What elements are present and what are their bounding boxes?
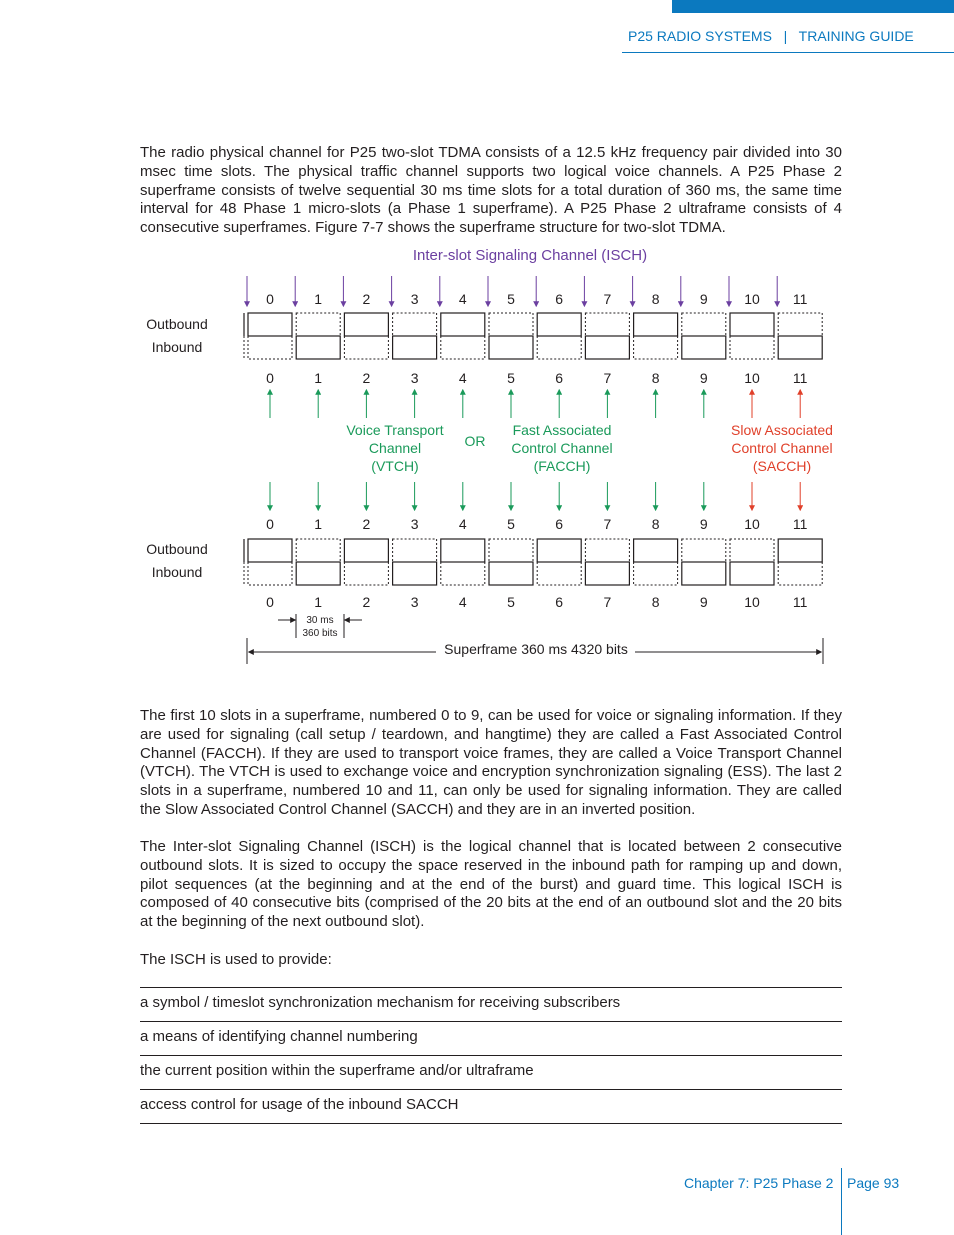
inbound-slot (634, 562, 678, 585)
outbound-slot-number: 11 (792, 516, 808, 532)
inbound-slot-number: 6 (555, 370, 564, 386)
outbound-slot (585, 313, 629, 336)
inbound-slot (344, 562, 388, 585)
list-item: a symbol / timeslot synchronization mechanism for receiving subscribers (140, 988, 842, 1022)
outbound-slot (344, 313, 388, 336)
outbound-slot-number: 3 (410, 516, 419, 532)
inbound-label: Inbound (151, 564, 203, 580)
outbound-slot (730, 539, 774, 562)
outbound-slot-number: 9 (699, 516, 708, 532)
header-title: P25 RADIO SYSTEMS | TRAINING GUIDE (628, 28, 914, 44)
outbound-slot (296, 539, 340, 562)
inbound-slot (441, 562, 485, 585)
inbound-slot (489, 336, 533, 359)
inbound-slot (730, 562, 774, 585)
inbound-slot (344, 336, 388, 359)
outbound-slot-number: 8 (651, 516, 660, 532)
inbound-slot-number: 4 (458, 594, 467, 610)
sacch-label: Control Channel (731, 440, 833, 456)
facch-label: Fast Associated (512, 422, 612, 438)
inbound-slot (248, 336, 292, 359)
outbound-slot-number: 6 (555, 516, 564, 532)
inbound-slot (296, 336, 340, 359)
inbound-slot (682, 336, 726, 359)
outbound-slot-number: 10 (744, 291, 760, 307)
list-item: a means of identifying channel numbering (140, 1022, 842, 1056)
outbound-slot-number: 9 (699, 291, 708, 307)
inbound-slot (634, 336, 678, 359)
inbound-slot-number: 1 (314, 370, 323, 386)
inbound-slot-number: 0 (266, 370, 274, 386)
inbound-slot-number: 10 (744, 370, 760, 386)
slot-duration-ms: 30 ms (306, 615, 334, 626)
vtch-label: Channel (368, 440, 422, 456)
outbound-label: Outbound (146, 316, 208, 332)
inbound-label: Inbound (151, 339, 203, 355)
outbound-slot-number: 4 (458, 291, 467, 307)
or-label: OR (464, 433, 486, 449)
inbound-slot-number: 7 (603, 370, 612, 386)
inbound-slot (585, 336, 629, 359)
inbound-slot (393, 562, 437, 585)
inbound-slot (682, 562, 726, 585)
outbound-slot-number: 5 (507, 516, 515, 532)
outbound-slot (634, 539, 678, 562)
outbound-slot-number: 7 (603, 516, 612, 532)
outbound-slot-number: 0 (266, 516, 274, 532)
facch-label: (FACCH) (533, 458, 591, 474)
paragraph-facch-vtch: The first 10 slots in a superframe, numbered 0 to 9, can be used for voice or signaling information. If they are used for signaling (call setup / teardown, and hangtime) they are called a Fast Associated Control Channel (FACCH). If they are used to transport voice frames, they are called a Voice Transport Channel (VTCH). The VTCH is used to exchange voice and encryption synchronization signaling (ESS). The last 2 slots in a superframe, numbered 10 and 11, can only be used for signaling information. They are called the Slow Associated Control Channel (SACCH) and they are in an inverted position. (140, 707, 842, 818)
outbound-slot (537, 539, 581, 562)
isch-title: Inter-slot Signaling Channel (ISCH) (412, 247, 648, 264)
inbound-slot-number: 0 (266, 594, 274, 610)
paragraph-isch: The Inter-slot Signaling Channel (ISCH) is the logical channel that is located between 2 consecutive outbound slots. It is sized to occupy the space reserved in the inbound path for ramping up and down, pilot sequences (at the beginning and at the end of the burst) and guard time. This logical ISCH is composed of 40 consecutive bits (comprised of the 20 bits at the end of an outbound slot and the 20 bits at the beginning of the next outbound slot). (140, 838, 842, 931)
inbound-slot-number: 1 (314, 594, 323, 610)
inbound-slot-number: 11 (792, 370, 808, 386)
inbound-slot (537, 336, 581, 359)
outbound-slot (489, 313, 533, 336)
outbound-slot (778, 539, 822, 562)
slot-duration-bits: 360 bits (302, 628, 338, 639)
outbound-slot-number: 0 (266, 291, 274, 307)
inbound-slot (296, 562, 340, 585)
outbound-slot-number: 6 (555, 291, 564, 307)
inbound-slot (537, 562, 581, 585)
outbound-slot (585, 539, 629, 562)
inbound-slot-number: 3 (410, 594, 419, 610)
outbound-label: Outbound (146, 541, 208, 557)
inbound-slot (489, 562, 533, 585)
outbound-slot (489, 539, 533, 562)
inbound-slot-number: 4 (458, 370, 467, 386)
outbound-slot (634, 313, 678, 336)
outbound-slot (248, 539, 292, 562)
inbound-slot (248, 562, 292, 585)
outbound-slot (441, 539, 485, 562)
inbound-slot-number: 5 (507, 370, 515, 386)
outbound-slot (296, 313, 340, 336)
outbound-slot (393, 539, 437, 562)
inbound-slot-number: 7 (603, 594, 612, 610)
sacch-label: (SACCH) (752, 458, 812, 474)
outbound-slot-number: 10 (744, 516, 760, 532)
inbound-slot-number: 11 (792, 594, 808, 610)
intro-paragraph: The radio physical channel for P25 two-slot TDMA consists of a 12.5 kHz frequency pair divided into 30 msec time slots. The physical traffic channel supports two logical voice channels. A P25 Phase 2 superframe consists of twelve sequential 30 ms time slots for a total duration of 360 ms, the same time interval for 48 Phase 1 micro-slots (a Phase 1 superframe). A P25 Phase 2 ultraframe consists of 4 consecutive superframes. Figure 7-7 shows the superframe structure for two-slot TDMA. (140, 144, 842, 237)
outbound-slot-number: 3 (410, 291, 419, 307)
facch-label: Control Channel (511, 440, 613, 456)
inbound-slot (441, 336, 485, 359)
list-item: access control for usage of the inbound SACCH (140, 1090, 842, 1124)
inbound-slot-number: 6 (555, 594, 564, 610)
outbound-slot-number: 2 (362, 291, 371, 307)
inbound-slot-number: 2 (362, 370, 371, 386)
inbound-slot-number: 3 (410, 370, 419, 386)
outbound-slot (344, 539, 388, 562)
inbound-slot-number: 9 (699, 370, 708, 386)
outbound-slot (682, 539, 726, 562)
outbound-slot-number: 1 (314, 291, 323, 307)
inbound-slot (778, 336, 822, 359)
outbound-slot (441, 313, 485, 336)
inbound-slot (585, 562, 629, 585)
outbound-slot-number: 2 (362, 516, 371, 532)
list-item: the current position within the superframe and/or ultraframe (140, 1056, 842, 1090)
list-intro: The ISCH is used to provide: (140, 951, 332, 968)
vtch-label: (VTCH) (371, 458, 419, 474)
inbound-slot-number: 5 (507, 594, 515, 610)
isch-uses-list (140, 987, 842, 1124)
inbound-slot-number: 9 (699, 594, 708, 610)
outbound-slot-number: 4 (458, 516, 467, 532)
inbound-slot (393, 336, 437, 359)
outbound-slot (393, 313, 437, 336)
inbound-slot-number: 8 (651, 594, 660, 610)
outbound-slot-number: 1 (314, 516, 323, 532)
outbound-slot (248, 313, 292, 336)
footer-chapter: Chapter 7: P25 Phase 2 (684, 1175, 834, 1191)
inbound-slot (730, 336, 774, 359)
outbound-slot (778, 313, 822, 336)
outbound-slot-number: 11 (792, 291, 808, 307)
superframe-label: Superframe 360 ms 4320 bits (444, 641, 628, 657)
outbound-slot-number: 7 (603, 291, 612, 307)
outbound-slot-number: 5 (507, 291, 515, 307)
inbound-slot (778, 562, 822, 585)
footer-page-number: Page 93 (847, 1175, 900, 1191)
outbound-slot (537, 313, 581, 336)
vtch-label: Voice Transport (346, 422, 444, 438)
sacch-label: Slow Associated (731, 422, 833, 438)
outbound-slot (682, 313, 726, 336)
inbound-slot-number: 10 (744, 594, 760, 610)
footer-separator (841, 1168, 842, 1235)
inbound-slot-number: 2 (362, 594, 371, 610)
outbound-slot-number: 8 (651, 291, 660, 307)
outbound-slot (730, 313, 774, 336)
inbound-slot-number: 8 (651, 370, 660, 386)
